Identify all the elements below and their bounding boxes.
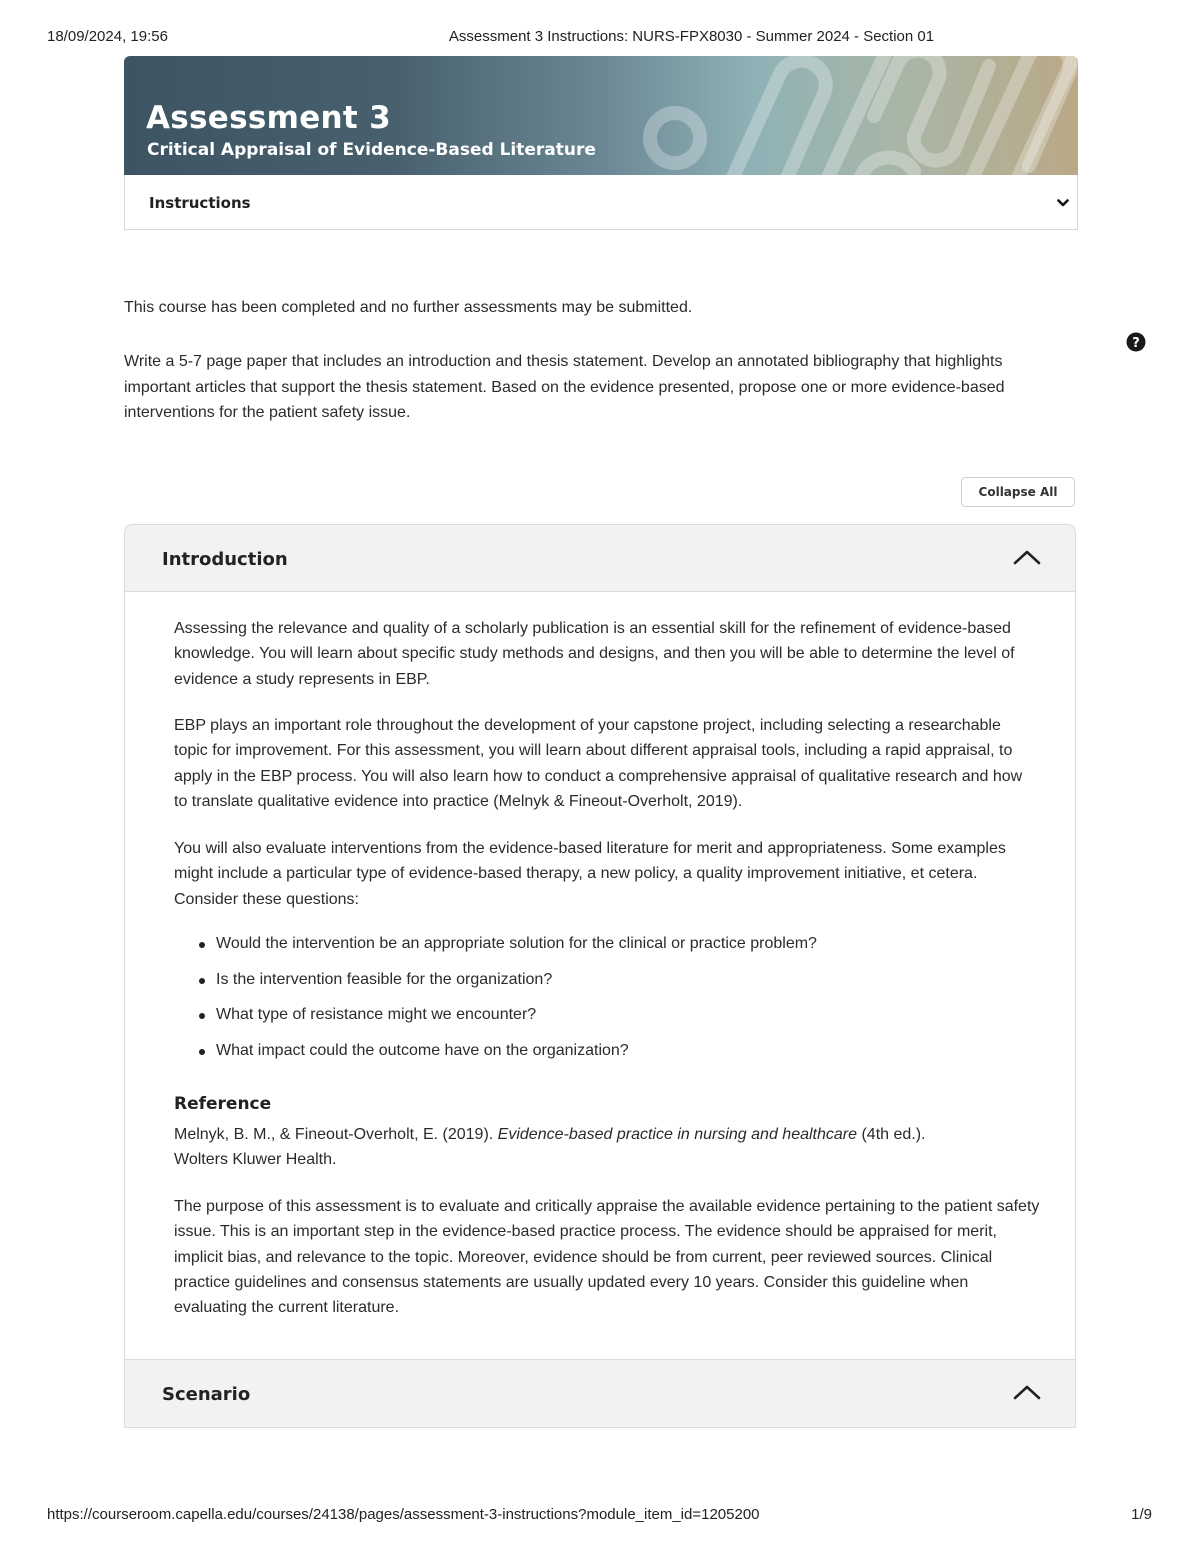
bullet-icon bbox=[199, 978, 205, 984]
section-header-introduction[interactable] bbox=[124, 524, 1076, 592]
assessment-subtitle: Critical Appraisal of Evidence-Based Literature bbox=[147, 140, 596, 160]
print-page-title: Assessment 3 Instructions: NURS-FPX8030 - Summer 2024 - Section 01 bbox=[448, 28, 935, 45]
question-list bbox=[174, 932, 817, 1075]
list-item-text: What impact could the outcome have on the organization? bbox=[216, 1042, 629, 1060]
question-circle-icon[interactable] bbox=[1126, 332, 1146, 357]
instructions-dropdown[interactable] bbox=[124, 175, 1078, 230]
reference-edition: (4th ed.). bbox=[857, 1126, 926, 1143]
section-title: Introduction bbox=[162, 549, 288, 570]
reference-citation bbox=[174, 1122, 1024, 1173]
chevron-up-icon bbox=[1013, 548, 1041, 571]
collapse-all-button[interactable]: Collapse All bbox=[961, 477, 1075, 507]
instructions-label: Instructions bbox=[149, 194, 251, 212]
reference-heading: Reference bbox=[174, 1094, 272, 1114]
section-body-introduction bbox=[124, 592, 1076, 1359]
list-item bbox=[174, 1039, 817, 1075]
purpose-paragraph: The purpose of this assessment is to evaluate and critically appraise the available evidence pertaining to the patient safety issue. This is an important step in the evidence-based practice process. The evidence should be appraised for merit, implicit bias, and relevance to the topic. Moreover, evidence should be from current, peer reviewed sources. Clinical practice guidelines and consensus statements are usually updated every 10 years. Consider this guideline when evaluating the current literature. bbox=[174, 1198, 1040, 1317]
course-status-message: This course has been completed and no further assessments may be submitted. bbox=[124, 299, 693, 316]
reference-publisher: Wolters Kluwer Health. bbox=[174, 1151, 337, 1169]
chevron-up-icon bbox=[1013, 1383, 1041, 1406]
bullet-icon bbox=[199, 1049, 205, 1055]
assessment-title: Assessment 3 bbox=[146, 100, 392, 136]
chevron-down-icon bbox=[1057, 195, 1069, 213]
list-item bbox=[174, 1003, 817, 1039]
section-header-scenario[interactable] bbox=[124, 1359, 1076, 1428]
svg-text:?: ? bbox=[1132, 335, 1140, 351]
list-item-text: What type of resistance might we encounter? bbox=[216, 1006, 537, 1024]
page-number: 1/9 bbox=[1131, 1506, 1152, 1523]
bullet-icon bbox=[199, 942, 205, 948]
print-header bbox=[0, 28, 1200, 48]
assessment-banner bbox=[124, 56, 1078, 175]
print-datetime: 18/09/2024, 19:56 bbox=[47, 28, 168, 45]
section-title: Scenario bbox=[162, 1384, 251, 1405]
assessment-overview: Write a 5-7 page paper that includes an introduction and thesis statement. Develop an annotated bibliography that highlights important articles that support the thesis statement. Based on the evidence presented, propose one or more evidence-based interventions for the patient safety issue. bbox=[124, 353, 1005, 421]
bullet-icon bbox=[199, 1013, 205, 1019]
intro-paragraph: You will also evaluate interventions from the evidence-based literature for merit and appropriateness. Some examples might include a particular type of evidence-based therapy, a new policy, a quality improvement initiative, et cetera. Consider these questions: bbox=[174, 840, 1006, 908]
list-item-text: Is the intervention feasible for the organization? bbox=[216, 970, 553, 988]
list-item bbox=[174, 968, 817, 1004]
print-url: https://courseroom.capella.edu/courses/24138/pages/assessment-3-instructions?module_item_id=1205200 bbox=[47, 1506, 760, 1523]
intro-paragraph: Assessing the relevance and quality of a scholarly publication is an essential skill for the refinement of evidence-based knowledge. You will learn about specific study methods and designs, and then you will be able to determine the level of evidence a study represents in EBP. bbox=[174, 620, 1015, 688]
reference-book-title: Evidence-based practice in nursing and healthcare bbox=[497, 1126, 858, 1143]
intro-paragraph: EBP plays an important role throughout the development of your capstone project, including selecting a researchable topic for improvement. For this assessment, you will learn about different appraisal tools, including a rapid appraisal, to apply in the EBP process. You will also learn how to conduct a comprehensive appraisal of qualitative research and how to translate qualitative evidence into practice (Melnyk & Fineout-Overholt, 2019). bbox=[174, 717, 1023, 810]
list-item-text: Would the intervention be an appropriate solution for the clinical or practice problem? bbox=[216, 935, 817, 952]
list-item bbox=[174, 932, 817, 968]
reference-authors: Melnyk, B. M., & Fineout-Overholt, E. (2019). bbox=[174, 1126, 498, 1143]
